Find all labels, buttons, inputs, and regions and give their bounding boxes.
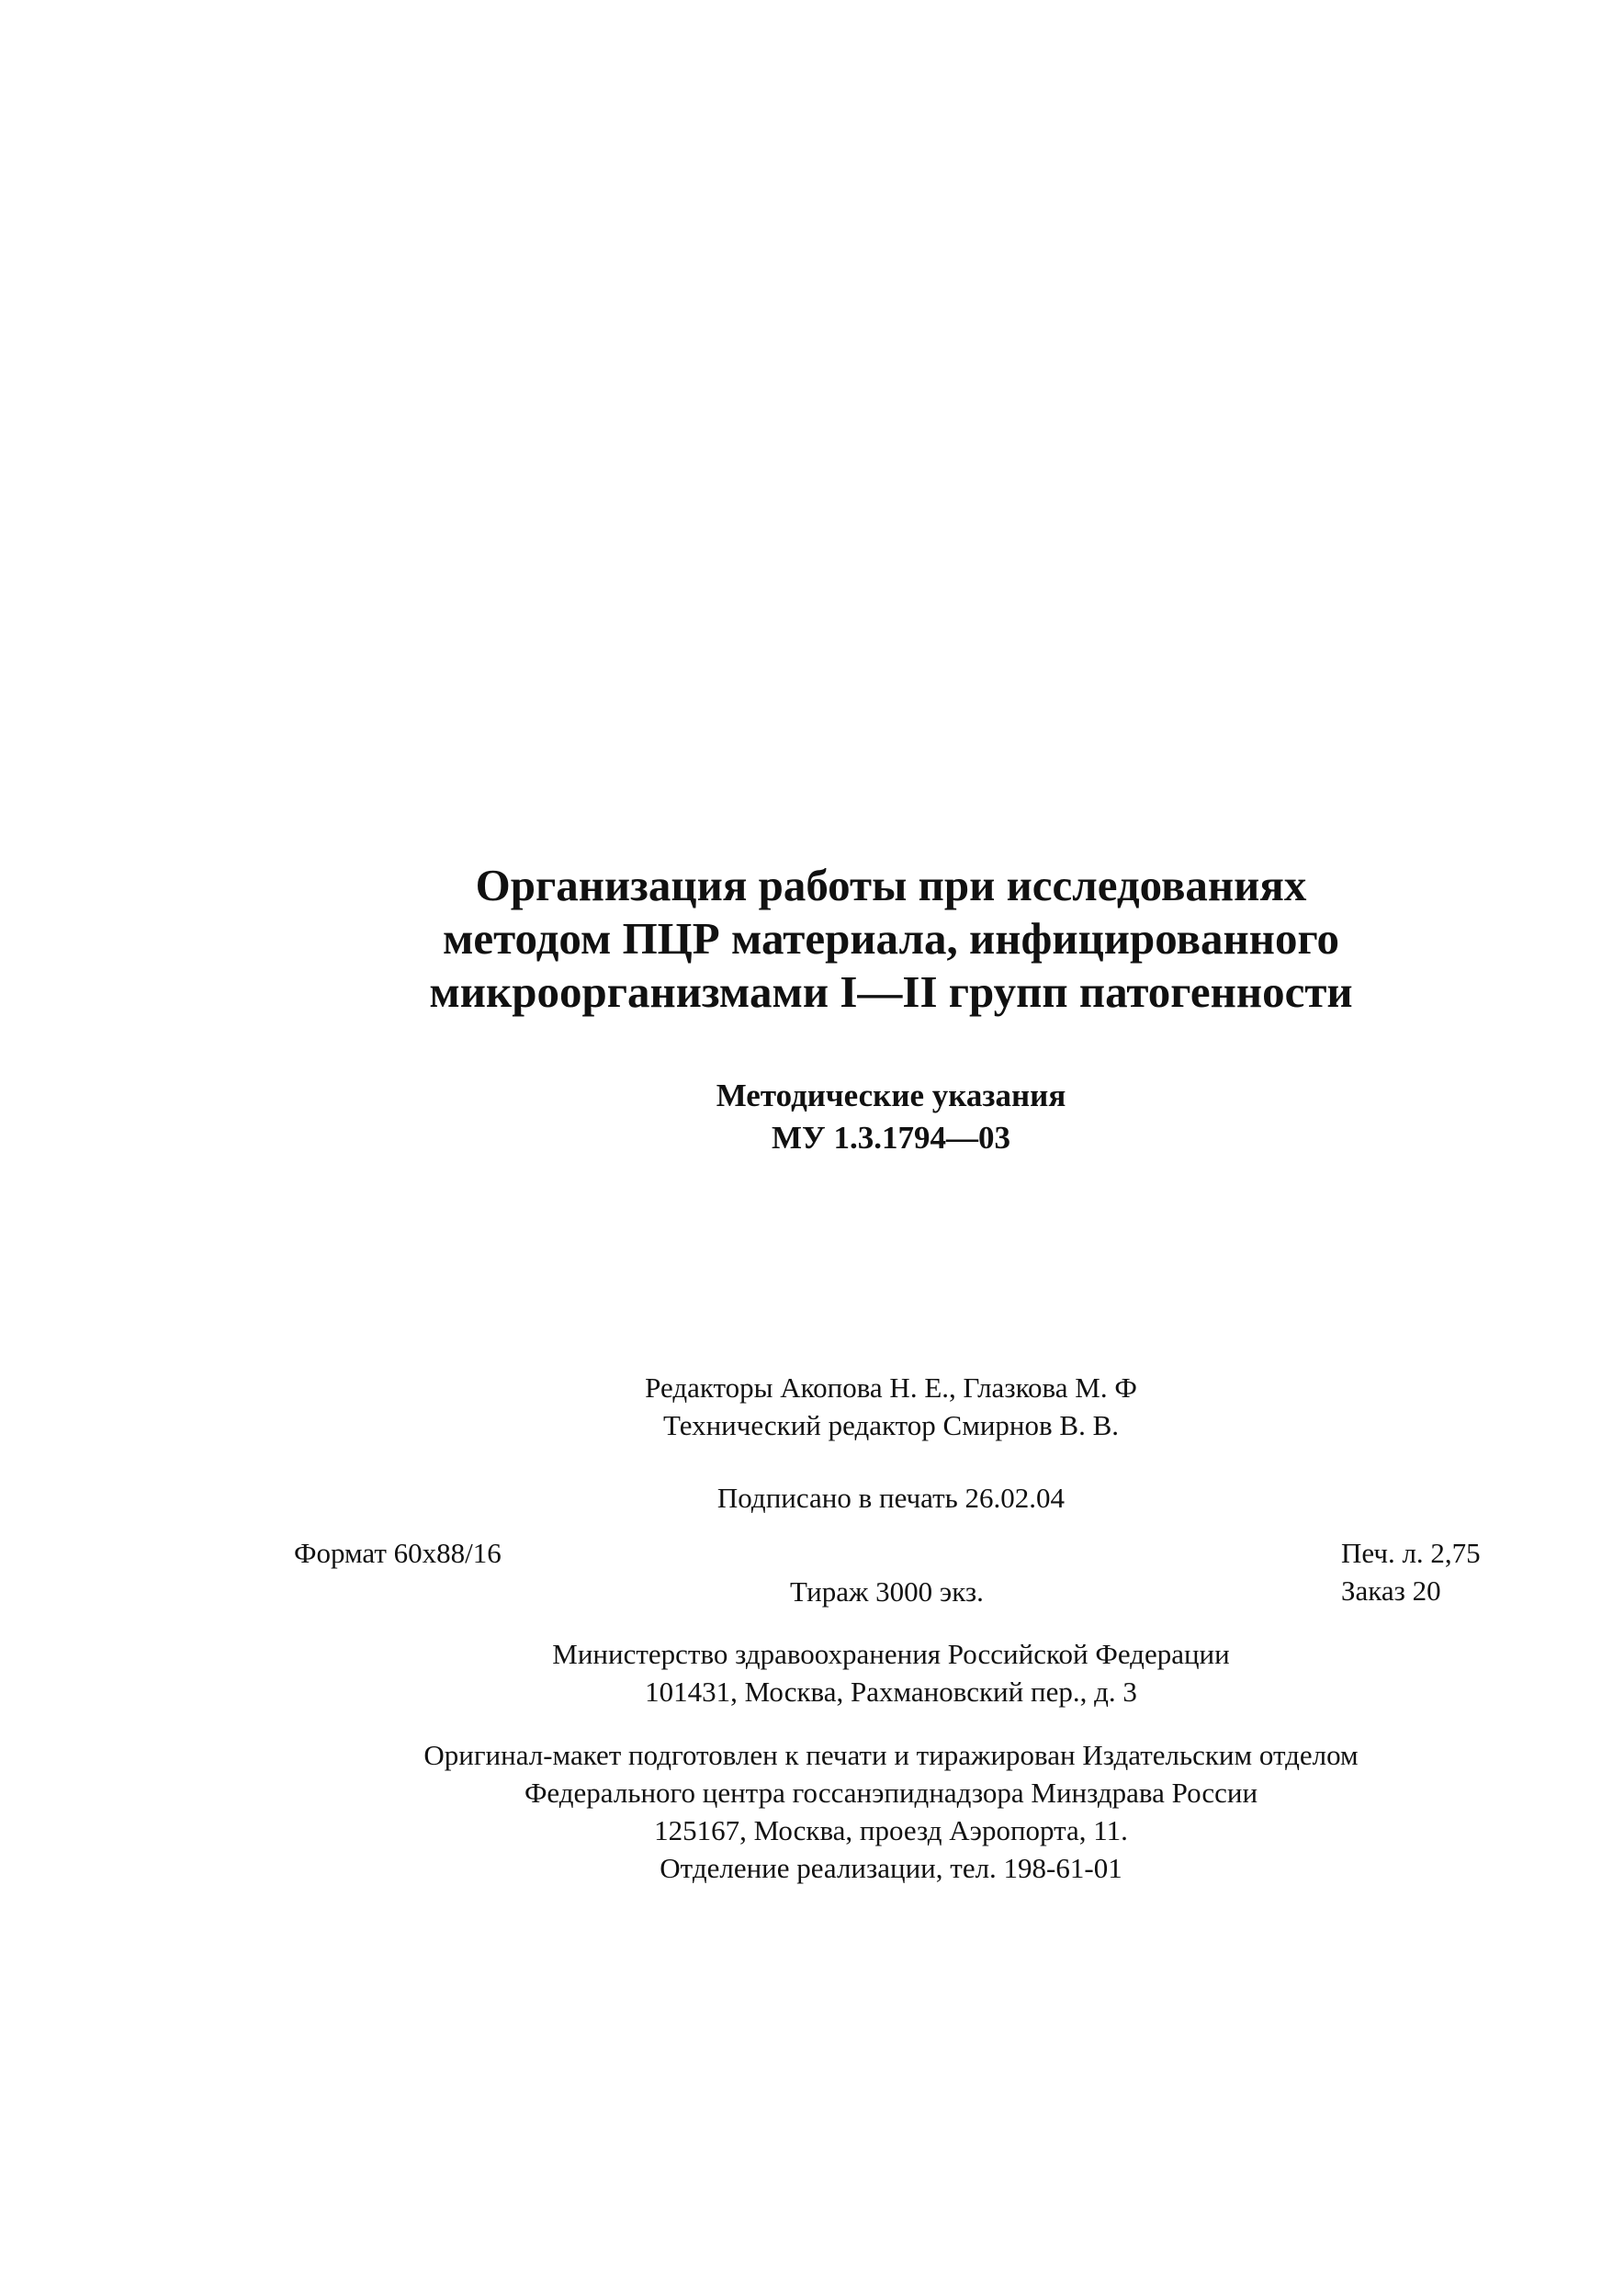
- order-info: Заказ 20: [1341, 1575, 1441, 1607]
- credits-block: [276, 1369, 1506, 1444]
- print-run-info: Тираж 3000 экз.: [790, 1575, 984, 1608]
- sheets-info: Печ. л. 2,75: [1341, 1537, 1481, 1569]
- title-line: Организация работы при исследованиях: [475, 860, 1307, 910]
- producer-line: Федерального центра госсанэпиднадзора Минздрава России: [524, 1777, 1258, 1809]
- ministry-name: Министерство здравоохранения Российской Федерации: [552, 1638, 1230, 1670]
- imprint-right: [1341, 1534, 1481, 1609]
- editors-line: Редакторы Акопова Н. Е., Глазкова М. Ф: [645, 1371, 1137, 1404]
- document-subtitle: [276, 1075, 1506, 1159]
- document-code: МУ 1.3.1794—03: [772, 1120, 1010, 1156]
- sales-contact: Отделение реализации, тел. 198-61-01: [660, 1852, 1122, 1884]
- ministry-address: 101431, Москва, Рахмановский пер., д. 3: [645, 1676, 1137, 1708]
- publisher-block: [276, 1635, 1506, 1710]
- producer-line: Оригинал-макет подготовлен к печати и тиражирован Издательским отделом: [423, 1739, 1359, 1771]
- producer-block: [276, 1736, 1506, 1887]
- subtitle-line: Методические указания: [716, 1078, 1066, 1113]
- document-title: [276, 859, 1506, 1019]
- format-info: Формат 60x88/16: [294, 1537, 502, 1569]
- producer-address: 125167, Москва, проезд Аэропорта, 11.: [654, 1814, 1128, 1846]
- tech-editor-line: Технический редактор Смирнов В. В.: [662, 1409, 1120, 1441]
- title-line: микроорганизмами I—II групп патогенности: [429, 966, 1353, 1017]
- signed-date: Подписано в печать 26.02.04: [716, 1482, 1066, 1514]
- title-line: методом ПЦР материала, инфицированного: [442, 913, 1340, 964]
